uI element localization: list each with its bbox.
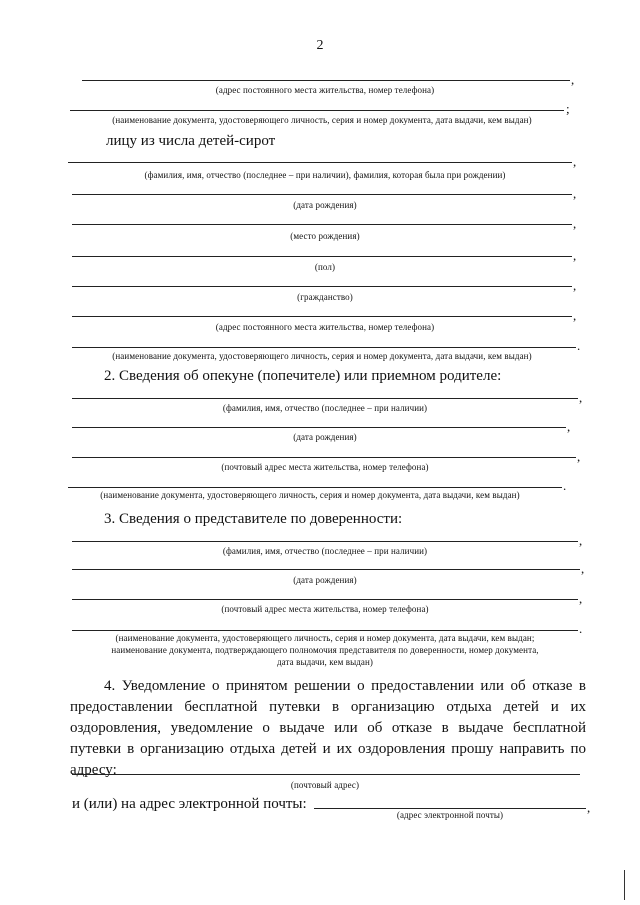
guardian-address-field-line[interactable] [72,457,576,458]
representative-fio-field-line[interactable] [72,541,578,542]
birth-place-caption: (место рождения) [290,231,360,241]
address-field-line[interactable] [82,80,570,81]
fio-field-line[interactable] [68,162,572,163]
guardian-birth-date-field-line[interactable] [72,427,566,428]
id-document-field-line[interactable] [72,347,576,348]
id-document-caption: (наименование документа, удостоверяющего личность, серия и номер документа, дата выдачи, кем выдан) [112,115,532,125]
representative-birth-date-field-line[interactable] [72,569,580,570]
comma: , [567,419,571,434]
period: . [577,338,581,353]
scan-edge-mark [624,870,625,900]
sex-caption: (пол) [314,262,336,272]
address-caption: (адрес постоянного места жительства, номер телефона) [215,322,435,332]
guardian-birth-date-caption: (дата рождения) [293,432,357,442]
page-number: 2 [316,38,324,53]
birth-place-field-line[interactable] [72,224,572,225]
postal-address-caption: (почтовый адрес) [290,780,360,790]
representative-documents-caption-2: наименование документа, подтверждающего полномочия представителя по доверенности, номер документа, [111,645,539,655]
comma: , [573,186,577,201]
comma: , [581,561,585,576]
comma: , [573,278,577,293]
representative-address-field-line[interactable] [72,599,578,600]
representative-birth-date-caption: (дата рождения) [293,575,357,585]
period: . [563,478,567,493]
guardian-fio-field-line[interactable] [72,398,578,399]
period: . [579,621,583,636]
birth-date-field-line[interactable] [72,194,572,195]
comma: , [579,533,583,548]
sex-field-line[interactable] [72,256,572,257]
email-label: и (или) на адрес электронной почты: [72,796,307,812]
comma: , [579,591,583,606]
citizenship-caption: (гражданство) [297,292,353,302]
guardian-id-document-caption: (наименование документа, удостоверяющего личность, серия и номер документа, дата выдачи, кем выдан) [100,490,520,500]
representative-address-caption: (почтовый адрес места жительства, номер телефона) [221,604,429,614]
id-document-field-line[interactable] [70,110,564,111]
email-caption: (адрес электронной почты) [396,810,504,820]
fio-caption: (фамилия, имя, отчество (последнее – при наличии), фамилия, которая была при рождении) [144,170,506,180]
address-field-line[interactable] [72,316,572,317]
section-3-heading: 3. Сведения о представителе по доверенности: [104,511,403,527]
section-2-heading: 2. Сведения об опекуне (попечителе) или приемном родителе: [104,368,502,384]
comma: , [579,390,583,405]
comma: , [587,800,591,815]
email-field-line[interactable] [314,808,586,809]
comma: , [571,72,575,87]
guardian-id-document-field-line[interactable] [68,487,562,488]
id-document-caption: (наименование документа, удостоверяющего личность, серия и номер документа, дата выдачи, кем выдан) [112,351,532,361]
comma: , [577,449,581,464]
comma: , [573,248,577,263]
representative-documents-caption-3: дата выдачи, кем выдан) [276,657,374,667]
guardian-fio-caption: (фамилия, имя, отчество (последнее – при наличии) [222,403,428,413]
address-caption: (адрес постоянного места жительства, номер телефона) [215,85,435,95]
notification-paragraph [70,676,586,781]
representative-fio-caption: (фамилия, имя, отчество (последнее – при наличии) [222,546,428,556]
citizenship-field-line[interactable] [72,286,572,287]
semicolon: ; [566,101,570,116]
guardian-address-caption: (почтовый адрес места жительства, номер телефона) [221,462,429,472]
notification-paragraph-text: 4. Уведомление о принятом решении о предоставлении или об отказе в предоставлении бесплатной путевки в организацию отдыха детей и их оздоровления, уведомление о выдаче или об отказе в выдаче бесплатной путевки в организацию отдыха детей и их оздоровления прошу направить по адресу: [70,678,586,778]
postal-address-field-line[interactable] [72,774,580,775]
orphan-category-label: лицу из числа детей-сирот [106,133,276,149]
birth-date-caption: (дата рождения) [293,200,357,210]
comma: , [573,154,577,169]
comma: , [573,216,577,231]
representative-documents-caption-1: (наименование документа, удостоверяющего личность, серия и номер документа, дата выдачи, кем выдан; [115,633,535,643]
representative-documents-field-line[interactable] [72,630,578,631]
comma: , [573,308,577,323]
